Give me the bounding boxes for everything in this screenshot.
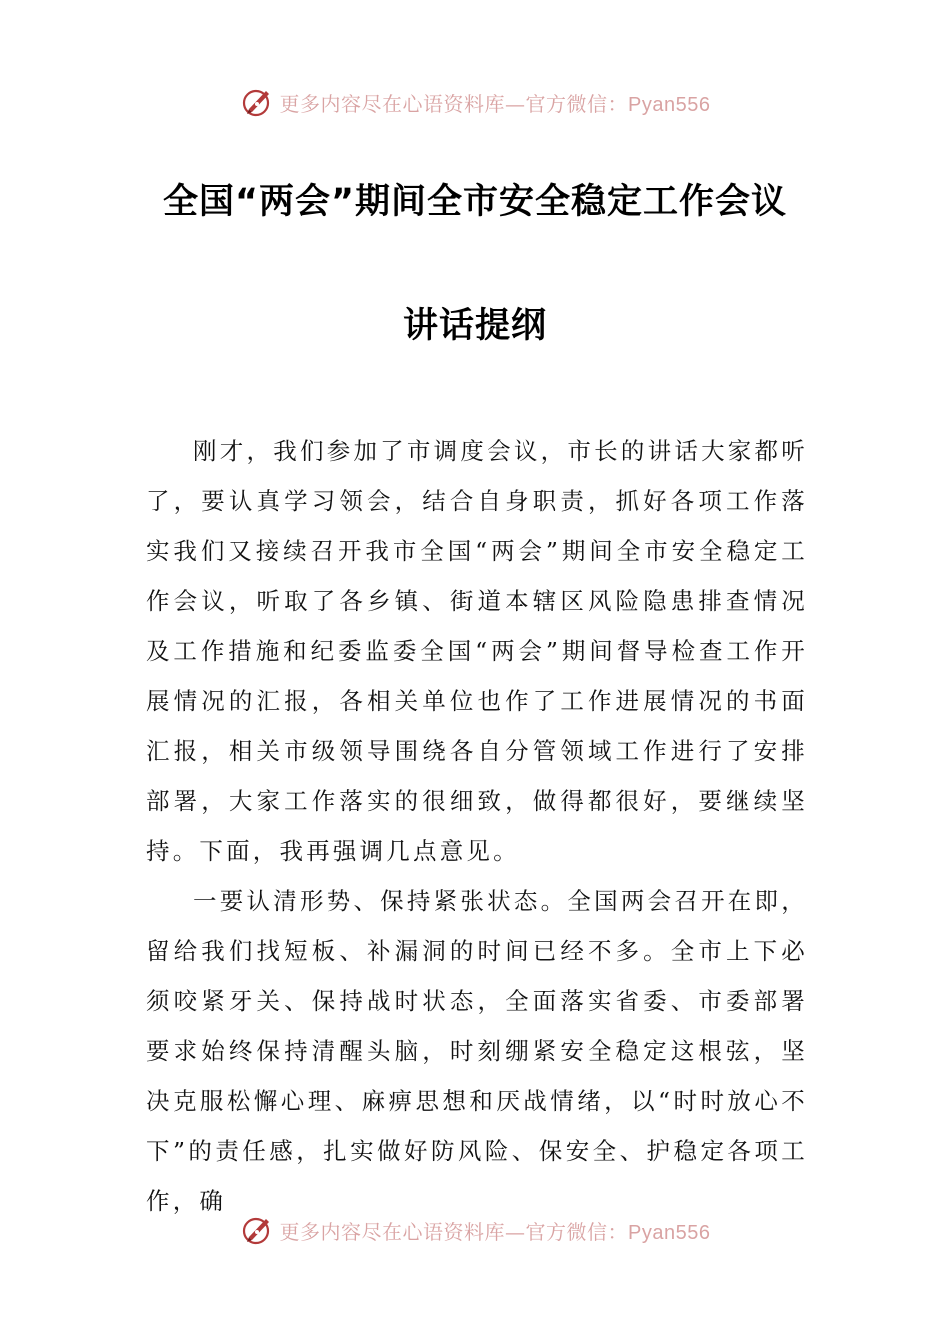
wechat-id: Pyan556 — [628, 1221, 711, 1244]
quill-pen-circle-icon — [240, 1213, 274, 1247]
footer-watermark-banner — [0, 1210, 950, 1250]
document-title-line-2: 讲话提纲 — [402, 306, 547, 346]
document-body — [146, 426, 808, 1226]
wechat-id: Pyan556 — [628, 93, 711, 116]
watermark-text: 更多内容尽在心语资料库—官方微信：Pyan556 — [279, 1219, 711, 1244]
watermark-text: 更多内容尽在心语资料库—官方微信：Pyan556 — [279, 91, 711, 116]
document-title-line-1: 全国“两会”期间全市安全稳定工作会议 — [162, 182, 787, 222]
paragraph-point-one: 一要认清形势、保持紧张状态。全国两会召开在即，留给我们找短板、补漏洞的时间已经不多。全市上下必须咬紧牙关、保持战时状态，全面落实省委、市委部署要求始终保持清醒头脑，时刻绷紧安全稳定这根弦，坚决克服松懈心理、麻痹思想和厌战情绪，以“时时放心不下”的责任感，扎实做好防风险、保安全、护稳定各项工作，确 — [146, 887, 808, 1215]
header-watermark-banner — [0, 82, 950, 122]
paragraph-intro: 刚才，我们参加了市调度会议，市长的讲话大家都听了，要认真学习领会，结合自身职责，抓好各项工作落实我们又接续召开我市全国“两会”期间全市安全稳定工作会议，听取了各乡镇、街道本辖区风险隐患排查情况及工作措施和纪委监委全国“两会”期间督导检查工作开展情况的汇报，各相关单位也作了工作进展情况的书面汇报，相关市级领导围绕各自分管领域工作进行了安排部署，大家工作落实的很细致，做得都很好，要继续坚持。下面，我再强调几点意见。 — [146, 437, 808, 865]
quill-pen-circle-icon — [240, 85, 274, 119]
